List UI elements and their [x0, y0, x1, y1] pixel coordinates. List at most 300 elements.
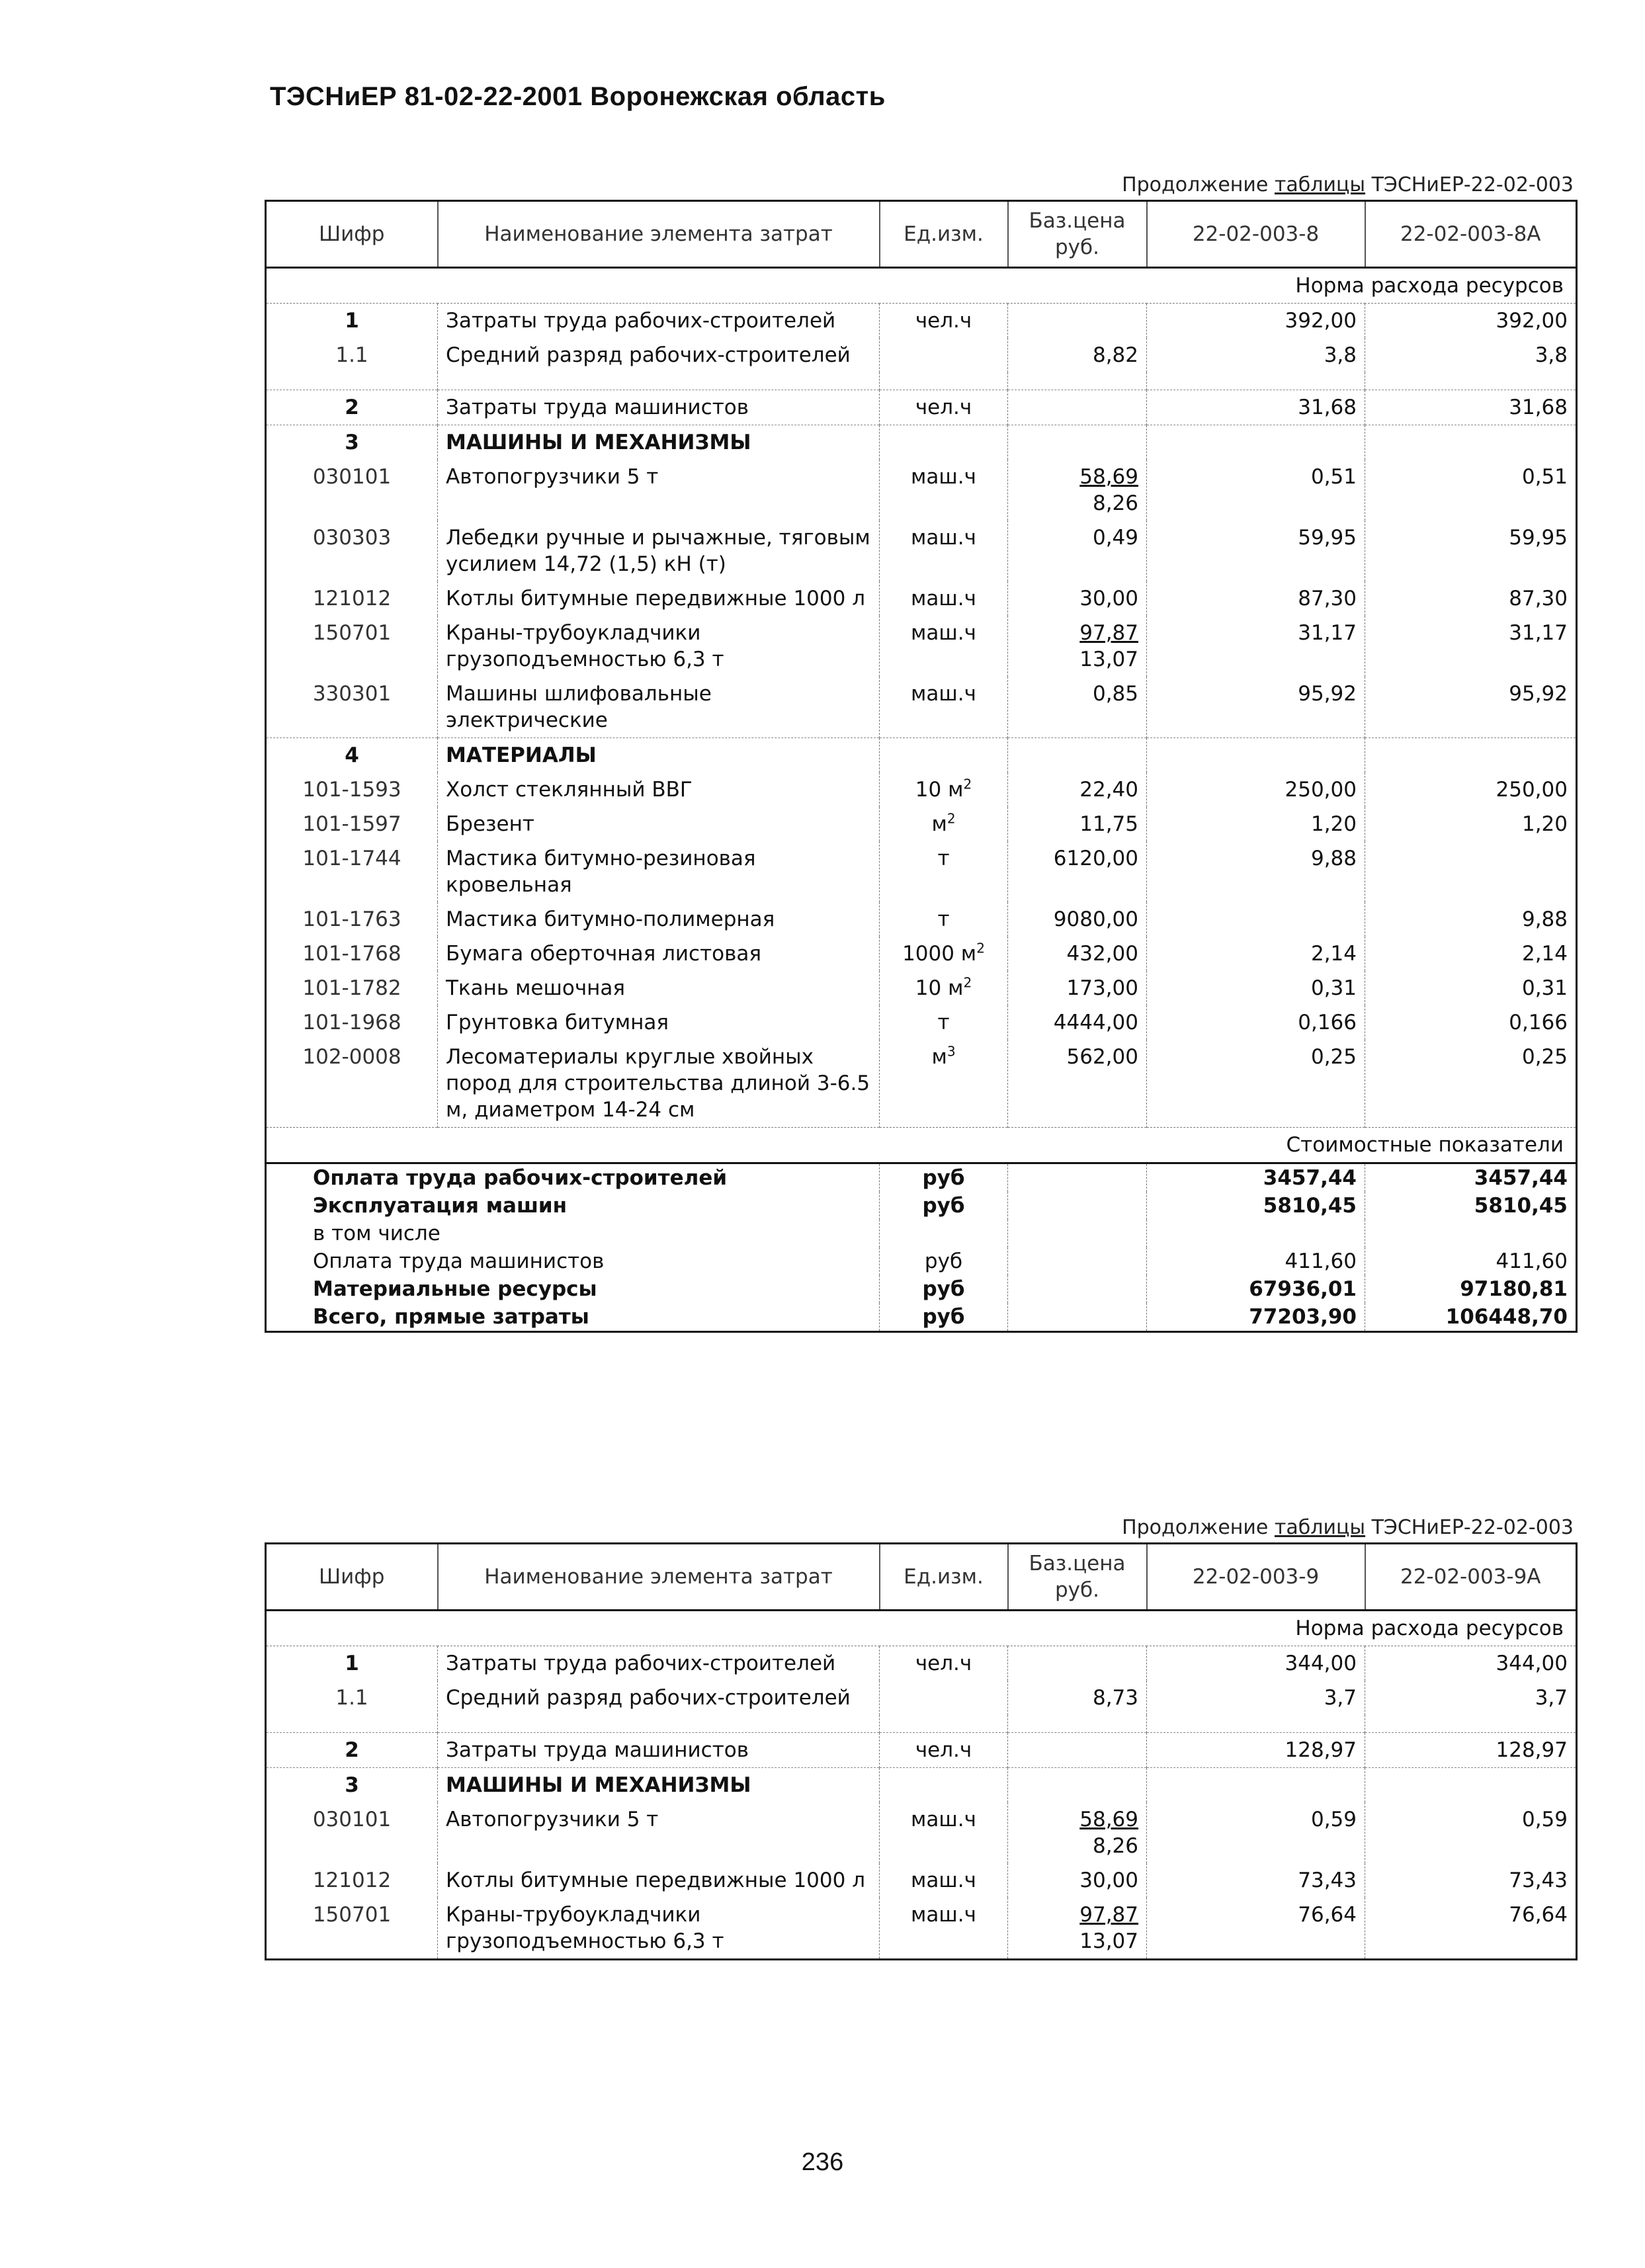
cost-value-col2: 106448,70: [1365, 1303, 1577, 1332]
row-code: 150701: [266, 1898, 438, 1960]
row-name: Брезент: [438, 807, 880, 841]
cost-unit: руб: [880, 1275, 1008, 1303]
row-price: [1008, 1898, 1147, 1960]
row-price-main: 562,00: [1066, 1045, 1138, 1069]
norm-label: Норма расхода ресурсов: [266, 268, 1577, 304]
row-name: Краны-трубоукладчики грузоподъемностью 6,3 т: [438, 1898, 880, 1960]
resource-row: [266, 1005, 1577, 1040]
spacer-cell: [1147, 372, 1365, 390]
row-code: 102-0008: [266, 1040, 438, 1128]
row-name: Ткань мешочная: [438, 971, 880, 1005]
row-unit: [880, 1005, 1008, 1040]
row-price-main: 30,00: [1079, 587, 1138, 610]
cost-label-cell: Оплата труда рабочих-строителей: [266, 1163, 880, 1193]
cost-value-col1: 67936,01: [1147, 1275, 1365, 1303]
row-price: [1008, 1863, 1147, 1898]
row-unit-sup: 2: [976, 940, 985, 956]
row-unit: [880, 521, 1008, 581]
row-price: [1008, 1646, 1147, 1681]
row-value-col2: 0,51: [1365, 460, 1577, 521]
row-value-col1: 59,95: [1147, 521, 1365, 581]
row-unit-text: 1000 м: [902, 942, 977, 966]
row-name: Автопогрузчики 5 т: [438, 1802, 880, 1863]
row-price: [1008, 677, 1147, 738]
row-unit-text: маш.ч: [911, 587, 976, 610]
row-price-labor: 13,07: [1079, 648, 1138, 671]
section-row: [266, 738, 1577, 773]
row-unit-text: 10 м: [915, 778, 964, 802]
row-unit-text: т: [937, 1011, 950, 1034]
norm-label-row: [266, 268, 1577, 304]
row-value-col1: 2,14: [1147, 937, 1365, 971]
row-name: Котлы битумные передвижные 1000 л: [438, 581, 880, 616]
row-value-col1: 9,88: [1147, 841, 1365, 902]
row-value-col1: 250,00: [1147, 773, 1365, 807]
row-price-main: 4444,00: [1053, 1011, 1138, 1034]
row-price-labor: 8,26: [1092, 491, 1138, 515]
row-name: МАТЕРИАЛЫ: [438, 738, 880, 773]
row-unit: [880, 425, 1008, 460]
cost-label-cell: Материальные ресурсы: [266, 1275, 880, 1303]
row-code: 101-1968: [266, 1005, 438, 1040]
row-unit-text: маш.ч: [911, 526, 976, 550]
cost-empty: [1008, 1220, 1147, 1247]
resource-table-2: [265, 1542, 1578, 1960]
header-price: Баз.цена руб.: [1008, 1544, 1147, 1611]
cost-row: [266, 1247, 1577, 1275]
row-price: [1008, 460, 1147, 521]
row-unit: [880, 1768, 1008, 1803]
row-unit-text: маш.ч: [911, 682, 976, 706]
row-value-col1: 31,68: [1147, 390, 1365, 425]
cost-value-col2: [1365, 1220, 1577, 1247]
row-value-col2: 76,64: [1365, 1898, 1577, 1960]
spacer-cell: [1365, 372, 1577, 390]
row-value-col1: [1147, 425, 1365, 460]
resource-row: [266, 460, 1577, 521]
row-name: Затраты труда машинистов: [438, 390, 880, 425]
row-value-col1: [1147, 1768, 1365, 1803]
row-unit: [880, 841, 1008, 902]
resource-row: [266, 1898, 1577, 1960]
row-price-main: 0,85: [1092, 682, 1138, 706]
header-col1: 22-02-003-9: [1147, 1544, 1365, 1611]
row-price: [1008, 390, 1147, 425]
row-name: Краны-трубоукладчики грузоподъемностью 6,3 т: [438, 616, 880, 677]
row-value-col2: 59,95: [1365, 521, 1577, 581]
resource-row: [266, 1040, 1577, 1128]
header-code: Шифр: [266, 1544, 438, 1611]
header-unit: Ед.изм.: [880, 1544, 1008, 1611]
table-caption: [1122, 1516, 1574, 1539]
row-value-col2: 3,7: [1365, 1681, 1577, 1715]
cost-empty: [1008, 1192, 1147, 1220]
row-price: [1008, 1040, 1147, 1128]
resource-row: [266, 937, 1577, 971]
row-value-col1: 87,30: [1147, 581, 1365, 616]
row-unit-text: чел.ч: [915, 309, 972, 333]
row-name: Затраты труда рабочих-строителей: [438, 304, 880, 339]
resource-row: [266, 807, 1577, 841]
row-value-col1: [1147, 738, 1365, 773]
cost-label-cell: Всего, прямые затраты: [266, 1303, 880, 1332]
row-unit-sup: 2: [947, 810, 956, 827]
spacer-cell: [880, 1715, 1008, 1733]
resource-row: [266, 581, 1577, 616]
row-unit-text: маш.ч: [911, 1869, 976, 1892]
row-value-col1: 128,97: [1147, 1733, 1365, 1768]
row-name: Затраты труда машинистов: [438, 1733, 880, 1768]
row-unit-text: чел.ч: [915, 396, 972, 419]
row-code: 3: [266, 425, 438, 460]
spacer-cell: [266, 372, 438, 390]
row-code: 030303: [266, 521, 438, 581]
row-unit: [880, 902, 1008, 937]
resource-row: [266, 1681, 1577, 1715]
row-name: Холст стеклянный ВВГ: [438, 773, 880, 807]
row-unit-text: маш.ч: [911, 1808, 976, 1831]
row-code: 2: [266, 390, 438, 425]
table-header-row: [266, 1544, 1577, 1611]
row-price-main: 8,73: [1092, 1686, 1138, 1710]
resource-row: [266, 304, 1577, 339]
row-code: 150701: [266, 616, 438, 677]
row-price: [1008, 773, 1147, 807]
row-price-main: 30,00: [1079, 1869, 1138, 1892]
row-code: 030101: [266, 460, 438, 521]
row-price: [1008, 1681, 1147, 1715]
row-price-labor: 8,26: [1092, 1834, 1138, 1858]
row-unit-sup: 3: [947, 1043, 956, 1060]
row-unit: [880, 677, 1008, 738]
cost-unit: руб: [880, 1247, 1008, 1275]
row-value-col1: 392,00: [1147, 304, 1365, 339]
row-value-col1: 3,8: [1147, 338, 1365, 372]
row-unit: [880, 581, 1008, 616]
row-value-col2: 31,68: [1365, 390, 1577, 425]
row-value-col2: [1365, 425, 1577, 460]
resource-row: [266, 841, 1577, 902]
row-value-col2: 344,00: [1365, 1646, 1577, 1681]
row-price: [1008, 304, 1147, 339]
header-col2: 22-02-003-8А: [1365, 201, 1577, 268]
row-price: [1008, 616, 1147, 677]
resource-row: [266, 338, 1577, 372]
row-price-main: 97,87: [1079, 1903, 1138, 1927]
row-value-col1: 0,166: [1147, 1005, 1365, 1040]
row-unit: [880, 1898, 1008, 1960]
row-value-col2: 31,17: [1365, 616, 1577, 677]
row-price-main: 0,49: [1092, 526, 1138, 550]
row-value-col1: 31,17: [1147, 616, 1365, 677]
section-row: [266, 1768, 1577, 1803]
resource-row: [266, 773, 1577, 807]
row-unit-text: маш.ч: [911, 1903, 976, 1927]
table-header-row: [266, 201, 1577, 268]
spacer-cell: [266, 1715, 438, 1733]
resource-row: [266, 677, 1577, 738]
cost-label-row: [266, 1128, 1577, 1163]
row-unit: [880, 971, 1008, 1005]
spacer-row: [266, 1715, 1577, 1733]
header-col2: 22-02-003-9А: [1365, 1544, 1577, 1611]
resource-row: [266, 1863, 1577, 1898]
row-value-col1: 0,31: [1147, 971, 1365, 1005]
row-price-main: 58,69: [1079, 465, 1138, 489]
row-price: [1008, 1768, 1147, 1803]
cost-value-col2: 5810,45: [1365, 1192, 1577, 1220]
page-number: 236: [801, 2148, 844, 2176]
cost-empty: [1008, 1163, 1147, 1193]
caption-prefix: Продолжение: [1122, 173, 1275, 196]
row-unit: [880, 773, 1008, 807]
spacer-row: [266, 372, 1577, 390]
row-name: Котлы битумные передвижные 1000 л: [438, 1863, 880, 1898]
row-unit: [880, 1646, 1008, 1681]
row-unit: [880, 1802, 1008, 1863]
row-value-col2: 128,97: [1365, 1733, 1577, 1768]
cost-empty: [1008, 1303, 1147, 1332]
cost-label-cell: в том числе: [266, 1220, 880, 1247]
row-value-col2: 0,59: [1365, 1802, 1577, 1863]
row-unit-text: чел.ч: [915, 1738, 972, 1762]
document-title: ТЭСНиЕР 81-02-22-2001 Воронежская область: [270, 82, 886, 111]
row-name: Автопогрузчики 5 т: [438, 460, 880, 521]
header-code: Шифр: [266, 201, 438, 268]
cost-label: Стоимостные показатели: [266, 1128, 1577, 1163]
row-code: 330301: [266, 677, 438, 738]
caption-prefix: Продолжение: [1122, 1516, 1275, 1539]
row-value-col1: [1147, 902, 1365, 937]
row-unit: [880, 338, 1008, 372]
row-price: [1008, 1005, 1147, 1040]
cost-row: [266, 1220, 1577, 1247]
row-unit-text: чел.ч: [915, 1652, 972, 1675]
table-caption: [1122, 173, 1574, 196]
row-value-col2: [1365, 1768, 1577, 1803]
row-unit-text: м: [931, 1045, 947, 1069]
row-unit: [880, 1863, 1008, 1898]
row-name: Мастика битумно-резиновая кровельная: [438, 841, 880, 902]
norm-label-row: [266, 1611, 1577, 1646]
row-price: [1008, 937, 1147, 971]
row-code: 030101: [266, 1802, 438, 1863]
spacer-cell: [880, 372, 1008, 390]
row-code: 121012: [266, 1863, 438, 1898]
cost-row: [266, 1192, 1577, 1220]
row-unit-sup: 2: [963, 776, 972, 792]
row-price-main: 173,00: [1066, 976, 1138, 1000]
row-unit-sup: 2: [963, 974, 972, 991]
row-code: 3: [266, 1768, 438, 1803]
row-value-col1: 0,51: [1147, 460, 1365, 521]
row-value-col2: 95,92: [1365, 677, 1577, 738]
row-code: 101-1597: [266, 807, 438, 841]
row-code: 1.1: [266, 1681, 438, 1715]
cost-row: [266, 1275, 1577, 1303]
row-unit: [880, 390, 1008, 425]
row-code: 101-1744: [266, 841, 438, 902]
cost-empty: [1008, 1275, 1147, 1303]
cost-unit: руб: [880, 1192, 1008, 1220]
row-value-col2: 9,88: [1365, 902, 1577, 937]
cost-row: [266, 1163, 1577, 1193]
row-unit: [880, 304, 1008, 339]
row-unit: [880, 460, 1008, 521]
cost-label-cell: Оплата труда машинистов: [266, 1247, 880, 1275]
row-price-labor: 13,07: [1079, 1929, 1138, 1953]
row-name: МАШИНЫ И МЕХАНИЗМЫ: [438, 1768, 880, 1803]
resource-table-1: [265, 200, 1578, 1333]
row-code: 101-1782: [266, 971, 438, 1005]
row-price-main: 6120,00: [1053, 847, 1138, 870]
cost-label-cell: Эксплуатация машин: [266, 1192, 880, 1220]
header-unit: Ед.изм.: [880, 201, 1008, 268]
resource-row: [266, 390, 1577, 425]
row-unit: [880, 807, 1008, 841]
row-value-col1: 1,20: [1147, 807, 1365, 841]
cost-value-col2: 3457,44: [1365, 1163, 1577, 1193]
spacer-cell: [438, 372, 880, 390]
row-price: [1008, 521, 1147, 581]
row-price-main: 432,00: [1066, 942, 1138, 966]
resource-row: [266, 1733, 1577, 1768]
row-code: 1: [266, 304, 438, 339]
row-value-col2: 87,30: [1365, 581, 1577, 616]
row-value-col2: 1,20: [1365, 807, 1577, 841]
row-name: Средний разряд рабочих-строителей: [438, 338, 880, 372]
row-price: [1008, 1733, 1147, 1768]
resource-row: [266, 521, 1577, 581]
resource-row: [266, 902, 1577, 937]
resource-row: [266, 1802, 1577, 1863]
row-price: [1008, 1802, 1147, 1863]
row-value-col1: 0,59: [1147, 1802, 1365, 1863]
row-value-col1: 344,00: [1147, 1646, 1365, 1681]
row-unit: [880, 738, 1008, 773]
row-unit: [880, 937, 1008, 971]
row-name: Лесоматериалы круглые хвойных пород для строительства длиной 3-6.5 м, диаметром 14-24 см: [438, 1040, 880, 1128]
row-price: [1008, 581, 1147, 616]
row-unit-text: маш.ч: [911, 621, 976, 645]
row-value-col1: 76,64: [1147, 1898, 1365, 1960]
norm-label: Норма расхода ресурсов: [266, 1611, 1577, 1646]
row-name: Грунтовка битумная: [438, 1005, 880, 1040]
spacer-cell: [438, 1715, 880, 1733]
row-value-col2: 2,14: [1365, 937, 1577, 971]
row-price-main: 97,87: [1079, 621, 1138, 645]
cost-empty: [1008, 1247, 1147, 1275]
row-value-col2: 3,8: [1365, 338, 1577, 372]
spacer-cell: [1008, 372, 1147, 390]
row-unit: [880, 1733, 1008, 1768]
header-name: Наименование элемента затрат: [438, 201, 880, 268]
spacer-cell: [1365, 1715, 1577, 1733]
section-row: [266, 425, 1577, 460]
header-name: Наименование элемента затрат: [438, 1544, 880, 1611]
cost-value-col2: 411,60: [1365, 1247, 1577, 1275]
cost-value-col2: 97180,81: [1365, 1275, 1577, 1303]
row-unit: [880, 1681, 1008, 1715]
header-col1: 22-02-003-8: [1147, 201, 1365, 268]
row-name: Бумага оберточная листовая: [438, 937, 880, 971]
row-code: 2: [266, 1733, 438, 1768]
row-code: 4: [266, 738, 438, 773]
row-price: [1008, 841, 1147, 902]
row-value-col2: 0,25: [1365, 1040, 1577, 1128]
row-unit-text: т: [937, 847, 950, 870]
cost-row: [266, 1303, 1577, 1332]
row-price-main: 11,75: [1079, 812, 1138, 836]
cost-unit: руб: [880, 1303, 1008, 1332]
row-price: [1008, 425, 1147, 460]
row-value-col2: [1365, 841, 1577, 902]
row-price: [1008, 338, 1147, 372]
row-value-col2: 0,31: [1365, 971, 1577, 1005]
row-price-main: 8,82: [1092, 343, 1138, 367]
row-code: 121012: [266, 581, 438, 616]
row-value-col2: 0,166: [1365, 1005, 1577, 1040]
row-value-col2: 250,00: [1365, 773, 1577, 807]
cost-value-col1: 3457,44: [1147, 1163, 1365, 1193]
row-code: 101-1593: [266, 773, 438, 807]
row-value-col1: 0,25: [1147, 1040, 1365, 1128]
row-unit-text: т: [937, 907, 950, 931]
cost-value-col1: 411,60: [1147, 1247, 1365, 1275]
row-price: [1008, 738, 1147, 773]
resource-row: [266, 1646, 1577, 1681]
row-unit-text: маш.ч: [911, 465, 976, 489]
caption-suffix: ТЭСНиЕР-22-02-003: [1365, 173, 1574, 196]
row-price-main: 58,69: [1079, 1808, 1138, 1831]
row-price: [1008, 807, 1147, 841]
caption-suffix: ТЭСНиЕР-22-02-003: [1365, 1516, 1574, 1539]
row-unit-text: м: [931, 812, 947, 836]
row-value-col2: [1365, 738, 1577, 773]
row-code: 101-1768: [266, 937, 438, 971]
row-value-col1: 3,7: [1147, 1681, 1365, 1715]
spacer-cell: [1008, 1715, 1147, 1733]
row-name: Машины шлифовальные электрические: [438, 677, 880, 738]
row-unit-text: 10 м: [915, 976, 964, 1000]
row-code: 1.1: [266, 338, 438, 372]
row-value-col1: 73,43: [1147, 1863, 1365, 1898]
row-name: Средний разряд рабочих-строителей: [438, 1681, 880, 1715]
row-price-main: 9080,00: [1053, 907, 1138, 931]
caption-underlined: таблицы: [1274, 173, 1366, 196]
cost-unit: [880, 1220, 1008, 1247]
spacer-cell: [1147, 1715, 1365, 1733]
caption-underlined: таблицы: [1274, 1516, 1366, 1539]
row-code: 1: [266, 1646, 438, 1681]
row-name: Лебедки ручные и рычажные, тяговым усилием 14,72 (1,5) кН (т): [438, 521, 880, 581]
resource-row: [266, 616, 1577, 677]
row-value-col1: 95,92: [1147, 677, 1365, 738]
row-name: МАШИНЫ И МЕХАНИЗМЫ: [438, 425, 880, 460]
row-unit: [880, 616, 1008, 677]
row-name: Затраты труда рабочих-строителей: [438, 1646, 880, 1681]
row-name: Мастика битумно-полимерная: [438, 902, 880, 937]
header-price: Баз.цена руб.: [1008, 201, 1147, 268]
cost-value-col1: [1147, 1220, 1365, 1247]
cost-unit: руб: [880, 1163, 1008, 1193]
cost-value-col1: 5810,45: [1147, 1192, 1365, 1220]
row-price: [1008, 971, 1147, 1005]
row-unit: [880, 1040, 1008, 1128]
cost-value-col1: 77203,90: [1147, 1303, 1365, 1332]
resource-row: [266, 971, 1577, 1005]
row-price: [1008, 902, 1147, 937]
